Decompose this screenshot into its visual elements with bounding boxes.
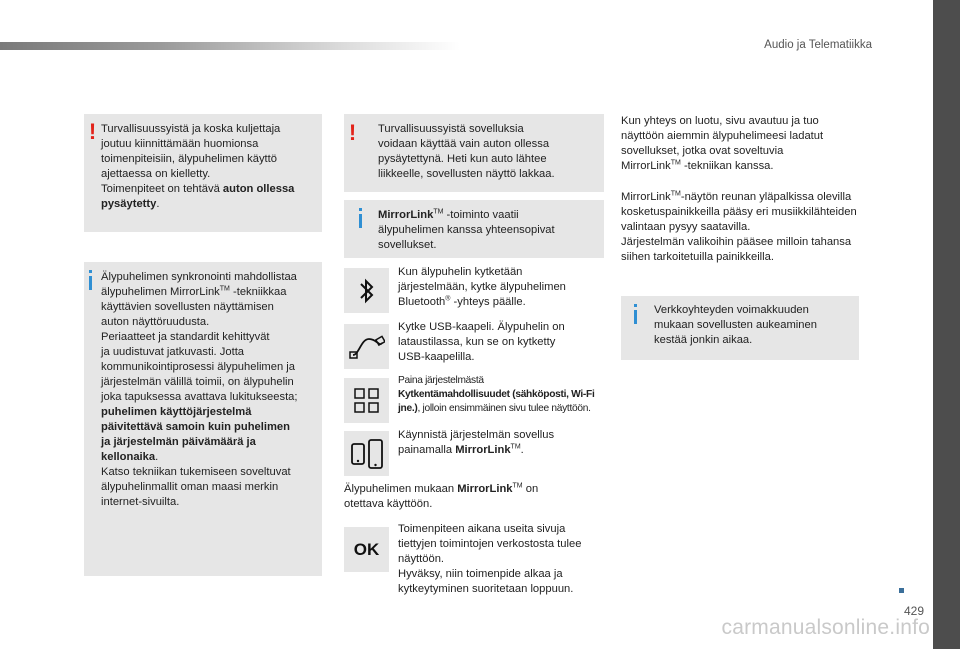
info-text: MirrorLink™ -toiminto vaatii älypuhelimen kanssa yhteensopivat sovellukset.: [378, 208, 555, 251]
step-text: Paina järjestelmästä Kytkentämahdollisuudet (sähköposti, Wi-Fi jne.), jolloin ensimmäinen sivu tulee näyttöön.: [398, 375, 595, 414]
toolbar-paragraph: MirrorLink™-näytön reunan yläpalkissa olevilla kosketuspainikkeilla pääsy eri musiikkilähteiden valintaan pysyy saatavilla. Järjestelmän valikoihin pääsee milloin tahansa siihen tarkoitetuilla painikkeilla.: [621, 190, 857, 263]
info-text: Verkkoyhteyden voimakkuuden mukaan sovellusten aukeaminen kestää jonkin aikaa.: [654, 304, 817, 346]
step-text: Kytke USB-kaapeli. Älypuhelin on lataustilassa, kun se on kytketty USB-kaapelilla.: [398, 321, 565, 363]
step-text: Toimenpiteen aikana useita sivuja tiettyjen toimintojen verkostosta tulee näyttöön. Hyväksy, niin toimenpide alkaa ja kytkeytyminen suoritetaan loppuun.: [398, 523, 582, 595]
page-number: 429: [903, 604, 924, 618]
warning-icon: !: [88, 119, 97, 144]
usb-cable-icon: [344, 324, 389, 369]
section-title: Audio ja Telematiikka: [764, 39, 872, 51]
watermark: carmanualsonline.info: [721, 616, 930, 639]
info-text: Älypuhelimen synkronointi mahdollistaa älypuhelimen MirrorLink™ -tekniikkaa käyttävien sovellusten näyttämisen auton näyttöruudusta. Periaatteet ja standardit kehittyvät ja uudistuvat jatkuvasti. Jotta kommunikointiprosessi älypuhelimen ja järjestelmän välillä toimii, on älypuhelin joka tapuksessa avattava lukitukseesta; puhelimen käyttöjärjestelmä päivitettävä samoin kuin puhelimen ja järjestelmän päivämäärä ja kellonaika. Katso tekniikan tukemiseen soveltuvat älypuhelinmallit oman maasi merkin internet-sivuilta.: [101, 271, 298, 508]
page-marker: [899, 588, 904, 593]
info-box-compatible: [344, 200, 604, 258]
warning-text: Turvallisuussyistä ja koska kuljettaja joutuu kiinnittämään huomionsa toimenpiteisiin, älypuhelimen käyttö ajettaessa on kielletty. Toimenpiteet on tehtävä auton ollessa pysäytetty.: [101, 123, 295, 210]
warning-box-driving: [84, 114, 322, 232]
chapter-tab: [933, 0, 960, 649]
ok-label: OK: [353, 540, 380, 559]
info-icon: [634, 310, 637, 324]
step-connectivity: [344, 374, 604, 424]
step-ok: [344, 522, 604, 602]
step-text: Käynnistä järjestelmän sovellus painamalla MirrorLink™.: [398, 429, 555, 456]
info-icon: [89, 276, 92, 290]
apps-grid-icon: [344, 378, 389, 423]
info-box-network: [621, 296, 859, 360]
step-text: Kun älypuhelin kytketään järjestelmään, kytke älypuhelimen Bluetooth® -yhteys päälle.: [398, 266, 566, 308]
mirrorlink-icon: [344, 431, 389, 476]
info-icon: [359, 214, 362, 228]
ok-button-icon: [344, 527, 389, 572]
step-mirrorlink: [344, 428, 604, 478]
step-bluetooth: [344, 265, 604, 315]
connected-paragraph: Kun yhteys on luotu, sivu avautuu ja tuo näyttöön aiemmin älypuhelimeesi ladatut sovellukset, jotka ovat soveltuvia MirrorLink™ -tekniikan kanssa.: [621, 115, 824, 172]
bluetooth-icon: [344, 268, 389, 313]
info-box-sync: [84, 262, 322, 576]
warning-box-apps: [344, 114, 604, 192]
warning-text: Turvallisuussyistä sovelluksia voidaan käyttää vain auton ollessa pysäytettynä. Heti kun auto lähtee liikkeelle, sovellusten näyttö lakkaa.: [378, 123, 555, 180]
step-usb: [344, 320, 604, 370]
header-rule: [0, 42, 460, 50]
optional-note: Älypuhelimen mukaan MirrorLink™ on otettava käyttöön.: [344, 482, 539, 510]
warning-icon: !: [348, 120, 357, 145]
